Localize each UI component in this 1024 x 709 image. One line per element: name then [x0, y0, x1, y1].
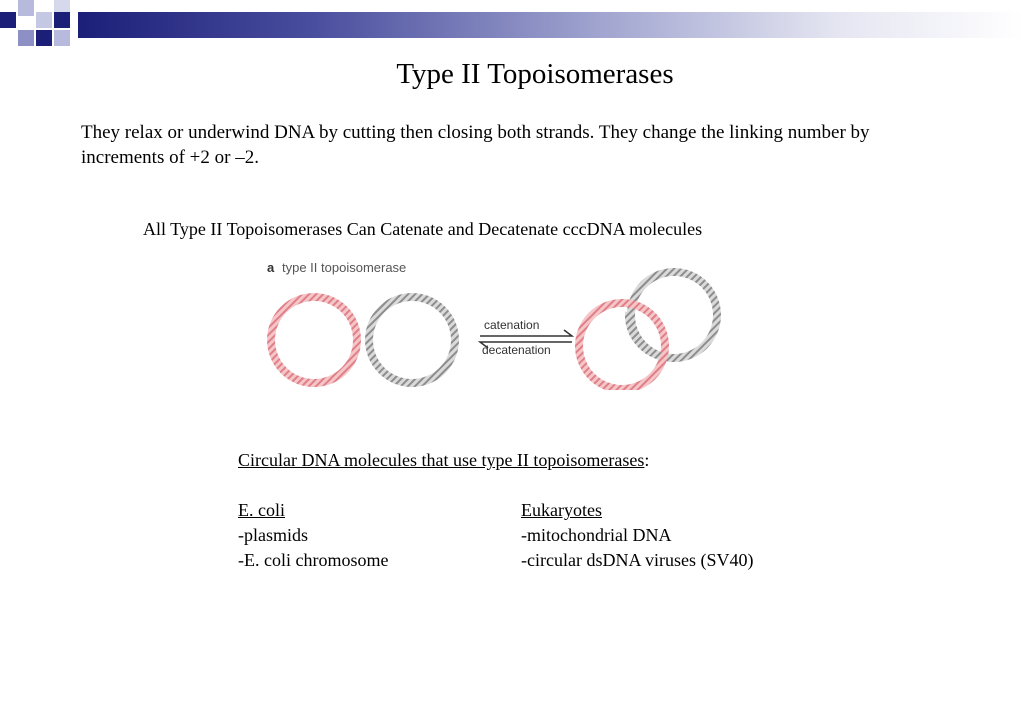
- gray-dna-ring: [369, 297, 455, 383]
- eukaryote-item: -mitochondrial DNA: [521, 525, 672, 545]
- catenation-label: catenation: [484, 318, 540, 332]
- eukaryote-item: -circular dsDNA viruses (SV40): [521, 550, 754, 570]
- slide-title: Type II Topoisomerases: [396, 58, 674, 90]
- decatenation-label: decatenation: [482, 343, 551, 357]
- organism-row-1: [238, 523, 753, 548]
- ecoli-item: -E. coli chromosome: [238, 550, 389, 570]
- title-bar-gradient: [78, 12, 1024, 38]
- eukaryotes-header: Eukaryotes: [521, 500, 602, 520]
- intro-paragraph: They relax or underwind DNA by cutting then closing both strands. They change the linking number by increments of +2 or –2.: [81, 122, 870, 168]
- pink-dna-ring: [271, 297, 357, 383]
- heading-colon: :: [644, 450, 650, 470]
- catenation-diagram: [262, 255, 732, 390]
- panel-title: type II topoisomerase: [282, 260, 407, 275]
- figure-heading: All Type II Topoisomerases Can Catenate and Decatenate cccDNA molecules: [143, 219, 703, 239]
- organism-headers-row: [238, 498, 753, 523]
- corner-decoration: [0, 0, 80, 56]
- circular-dna-heading: Circular DNA molecules that use type II topoisomerases: [238, 450, 645, 470]
- circular-dna-section: [238, 448, 753, 573]
- circular-dna-heading-line: [238, 448, 753, 473]
- organism-row-2: [238, 548, 753, 573]
- catenated-pink-ring: [579, 303, 665, 389]
- ecoli-header: E. coli: [238, 500, 285, 520]
- ecoli-item: -plasmids: [238, 525, 308, 545]
- panel-letter: a: [267, 260, 275, 275]
